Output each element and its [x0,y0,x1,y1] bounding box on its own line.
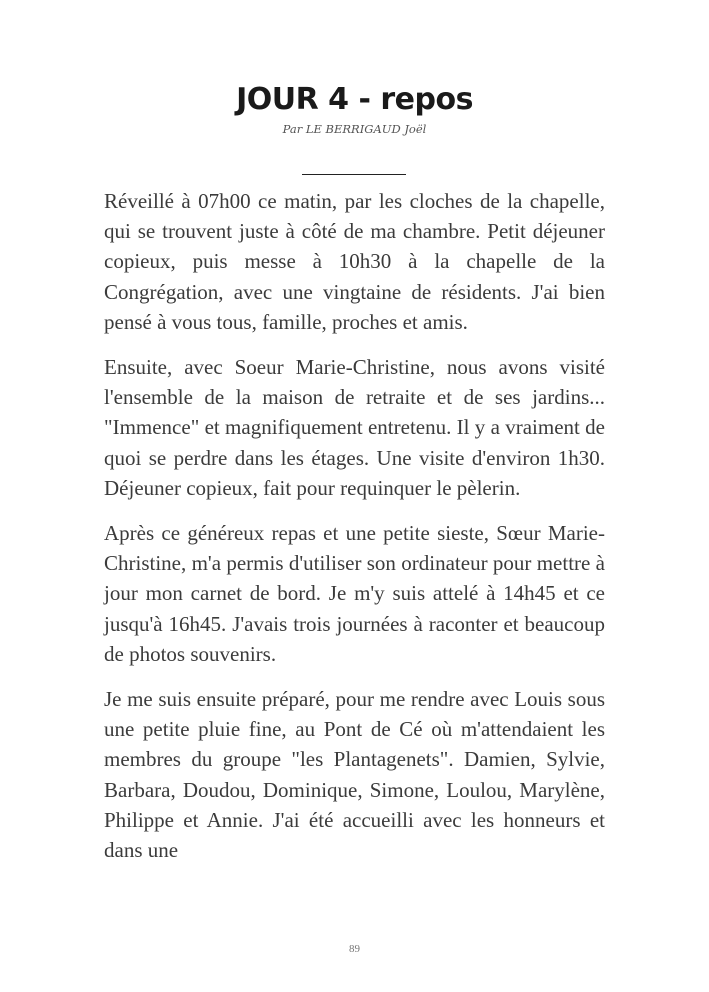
paragraph: Je me suis ensuite préparé, pour me rendre avec Louis sous une petite pluie fine, au Pont de Cé où m'attendaient les membres du groupe "les Plantagenets". Damien, Sylvie, Barbara, Doudou, Dominique, Simone, Loulou, Marylène, Philippe et Annie. J'ai été accueilli avec les honneurs et dans une [104,687,605,863]
page-title: JOUR 4 - repos [236,82,473,117]
body-text [104,186,605,880]
author-byline: Par LE BERRIGAUD Joël [282,122,427,136]
paragraph: Ensuite, avec Soeur Marie-Christine, nous avons visité l'ensemble de la maison de retraite et de ses jardins... "Immence" et magnifiquement entretenu. Il y a vraiment de quoi se perdre dans les étages. Une visite d'environ 1h30. Déjeuner copieux, fait pour requinquer le pèlerin. [104,355,605,500]
paragraph: Après ce généreux repas et une petite sieste, Sœur Marie-Christine, m'a permis d'utiliser son ordinateur pour mettre à jour mon carnet de bord. Je m'y suis attelé à 14h45 et ce jusqu'à 16h45. J'avais trois journées à raconter et beaucoup de photos souvenirs. [104,521,605,666]
paragraph: Réveillé à 07h00 ce matin, par les cloches de la chapelle, qui se trouvent juste à côté de ma chambre. Petit déjeuner copieux, puis messe à 10h30 à la chapelle de la Congrégation, avec une vingtaine de résidents. J'ai bien pensé à vous tous, famille, proches et amis. [104,189,605,334]
page-number: 89 [349,943,360,955]
title-separator [302,174,406,175]
